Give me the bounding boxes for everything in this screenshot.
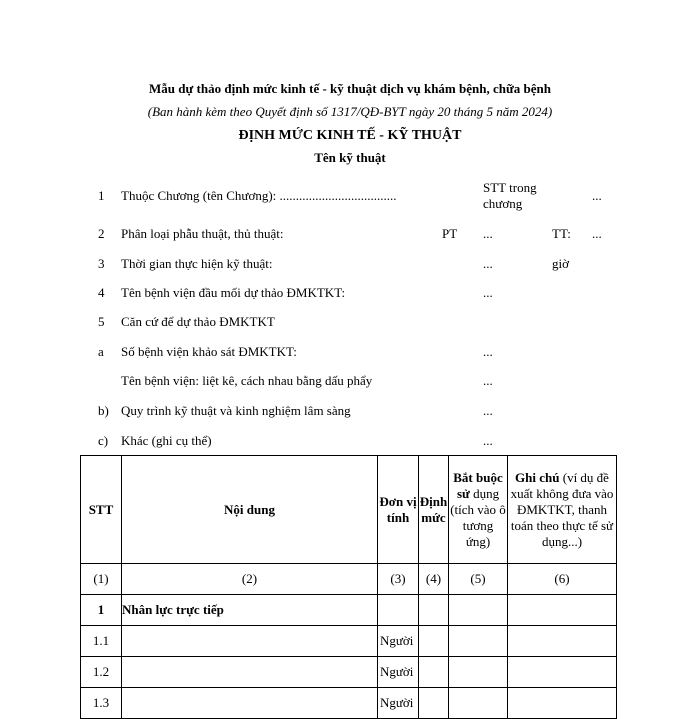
header-norm: Định mức [419, 456, 449, 564]
info-row-hospital [0, 285, 700, 305]
duration-value: ... [483, 256, 493, 271]
table-header-row [81, 456, 617, 564]
procedure-value: ... [483, 403, 493, 418]
hospital-label: Tên bệnh viện đầu mối dự thảo ĐMKTKT: [121, 285, 346, 300]
row-number: 1 [98, 188, 105, 203]
row-number: 3 [98, 256, 105, 271]
info-row-other [0, 433, 700, 453]
survey-count-value: ... [483, 344, 493, 359]
classification-label: Phân loại phẫu thuật, thủ thuật: [121, 226, 284, 241]
header-unit: Đơn vị tính [378, 456, 419, 564]
note-cell[interactable] [508, 657, 617, 688]
other-label: Khác (ghi cụ thể) [121, 433, 212, 448]
other-value: ... [483, 433, 493, 448]
required-cell[interactable] [449, 626, 508, 657]
section-content: Nhân lực trực tiếp [122, 595, 378, 626]
index-cell: (6) [508, 564, 617, 595]
row-number: 5 [98, 314, 105, 329]
empty-cell[interactable] [449, 595, 508, 626]
tt-label: TT: [552, 226, 571, 241]
table-section-row [81, 595, 617, 626]
unit-cell: Người [378, 626, 419, 657]
row-number: 4 [98, 285, 105, 300]
index-cell: (2) [122, 564, 378, 595]
document-subtitle: (Ban hành kèm theo Quyết định số 1317/QĐ-BYT ngày 20 tháng 5 năm 2024) [147, 104, 553, 119]
info-row-classification [0, 226, 700, 246]
required-cell[interactable] [449, 657, 508, 688]
pt-label: PT [442, 226, 458, 241]
content-cell[interactable] [122, 626, 378, 657]
technique-name: Tên kỹ thuật [314, 150, 386, 165]
section-stt: 1 [81, 595, 122, 626]
info-row-chapter [0, 188, 700, 208]
empty-cell[interactable] [508, 595, 617, 626]
info-row-hospital-names [0, 373, 700, 393]
row-number: c) [98, 433, 109, 448]
header-required [449, 456, 508, 564]
index-cell: (1) [81, 564, 122, 595]
survey-count-label: Số bệnh viện khảo sát ĐMKTKT: [121, 344, 297, 359]
norm-table [80, 455, 617, 719]
info-row-basis [0, 314, 700, 334]
stt-in-chapter-label: STT trong chương [483, 180, 537, 211]
index-cell: (5) [449, 564, 508, 595]
pt-value: ... [483, 226, 493, 241]
info-row-duration [0, 256, 700, 276]
note-cell[interactable] [508, 688, 617, 719]
header-stt: STT [81, 456, 122, 564]
header-note-rest: (ví dụ đề xuất không đưa vào ĐMKTKT, thanh toán theo thực tế sử dụng...) [510, 469, 614, 549]
empty-cell[interactable] [419, 595, 449, 626]
norm-cell[interactable] [419, 657, 449, 688]
basis-label: Căn cứ để dự thảo ĐMKTKT [121, 314, 275, 329]
unit-cell: Người [378, 657, 419, 688]
header-required-bold: Bắt buộc sử [453, 469, 503, 501]
chapter-label: Thuộc Chương (tên Chương): .................................... [121, 188, 397, 203]
document-heading: ĐỊNH MỨC KINH TẾ - KỸ THUẬT [238, 128, 462, 143]
note-cell[interactable] [508, 626, 617, 657]
content-cell[interactable] [122, 657, 378, 688]
duration-unit: giờ [552, 256, 569, 271]
info-row-survey-count [0, 344, 700, 364]
header-note [508, 456, 617, 564]
row-stt: 1.2 [81, 657, 122, 688]
duration-label: Thời gian thực hiện kỹ thuật: [121, 256, 273, 271]
procedure-label: Quy trình kỹ thuật và kinh nghiệm lâm sàng [121, 403, 351, 418]
document-title: Mẫu dự thảo định mức kinh tế - kỹ thuật dịch vụ khám bệnh, chữa bệnh [149, 81, 551, 96]
stt-value: ... [592, 188, 602, 203]
tt-value: ... [592, 226, 602, 241]
table-row [81, 688, 617, 719]
info-row-procedure [0, 403, 700, 423]
row-number: 2 [98, 226, 105, 241]
index-cell: (4) [419, 564, 449, 595]
required-cell[interactable] [449, 688, 508, 719]
table-row [81, 626, 617, 657]
index-cell: (3) [378, 564, 419, 595]
unit-cell: Người [378, 688, 419, 719]
table-row [81, 657, 617, 688]
row-stt: 1.1 [81, 626, 122, 657]
hospital-value: ... [483, 285, 493, 300]
table-index-row [81, 564, 617, 595]
empty-cell[interactable] [378, 595, 419, 626]
hospital-names-value: ... [483, 373, 493, 388]
row-number: a [98, 344, 104, 359]
row-number: b) [98, 403, 109, 418]
header-content: Nội dung [122, 456, 378, 564]
hospital-names-label: Tên bệnh viện: liệt kê, cách nhau bằng dấu phẩy [121, 373, 373, 388]
norm-cell[interactable] [419, 626, 449, 657]
row-stt: 1.3 [81, 688, 122, 719]
header-required-rest: dụng (tích vào ô tương ứng) [450, 485, 506, 549]
header-note-bold: Ghi chú [515, 469, 560, 485]
norm-cell[interactable] [419, 688, 449, 719]
content-cell[interactable] [122, 688, 378, 719]
